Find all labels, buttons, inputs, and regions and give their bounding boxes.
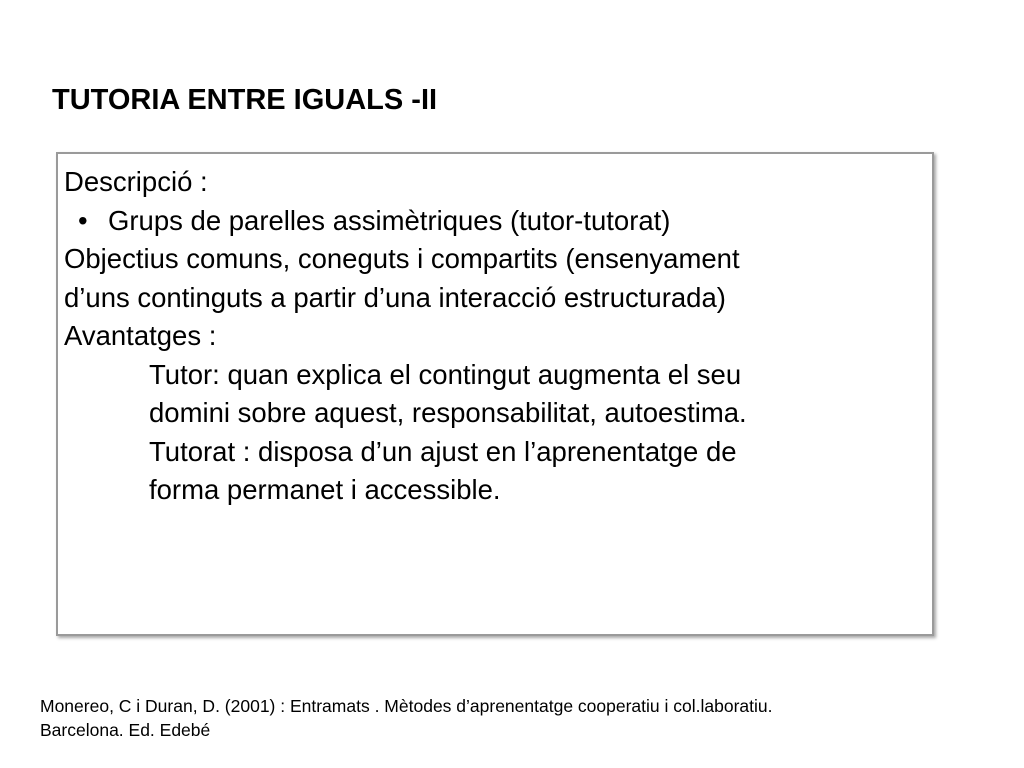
slide-title: TUTORIA ENTRE IGUALS -II bbox=[52, 84, 438, 116]
reference-line-1: Monereo, C i Duran, D. (2001) : Entramats . Mètodes d’aprenentatge cooperatiu i col.laboratiu. bbox=[40, 696, 773, 716]
advantages-line: Tutorat : disposa d’un ajust en l’aprenentatge de bbox=[149, 435, 737, 467]
advantages-line: forma permanet i accessible. bbox=[149, 474, 501, 505]
advantages-label: Avantatges : bbox=[64, 320, 217, 351]
reference-line-2: Barcelona. Ed. Edebé bbox=[40, 720, 211, 740]
bullet-text: Grups de parelles assimètriques (tutor-tutorat) bbox=[108, 204, 671, 236]
description-label: Descripció : bbox=[64, 166, 208, 197]
content-text bbox=[64, 163, 928, 510]
bullet-item bbox=[64, 202, 928, 241]
objectives-line-1: Objectius comuns, coneguts i compartits (ensenyament bbox=[64, 243, 740, 274]
bibliographic-reference bbox=[40, 694, 772, 742]
bullet-icon: • bbox=[78, 204, 88, 236]
advantages-line: Tutor: quan explica el contingut augmenta el seu bbox=[149, 358, 742, 390]
advantages-line: domini sobre aquest, responsabilitat, autoestima. bbox=[149, 397, 747, 428]
objectives-line-2: d’uns continguts a partir d’una interacció estructurada) bbox=[64, 281, 726, 313]
content-box bbox=[56, 152, 934, 636]
